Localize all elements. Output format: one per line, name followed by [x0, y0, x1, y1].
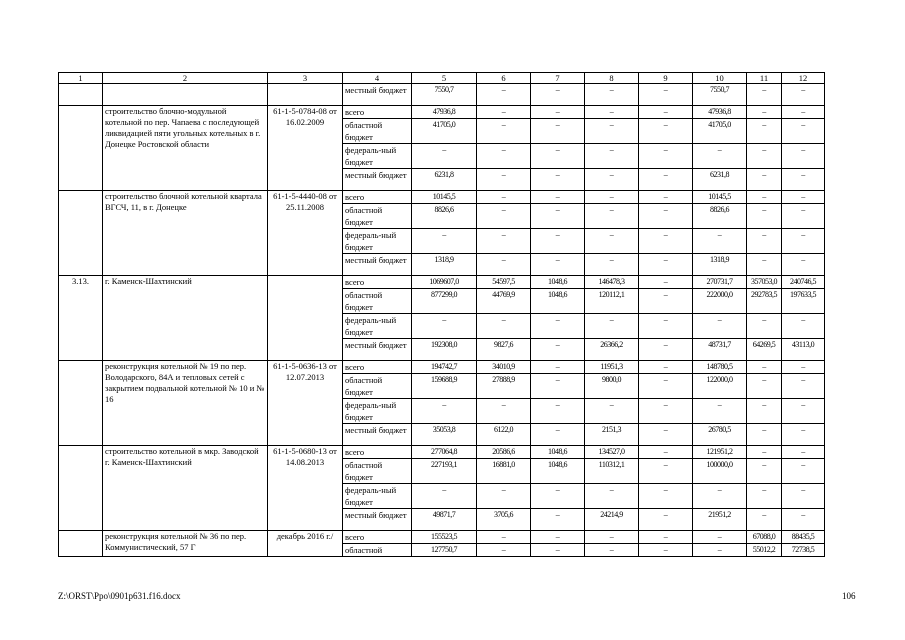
value-cell: – — [782, 424, 825, 446]
funding-source-cell: местный бюджет — [343, 339, 412, 361]
value-cell: – — [639, 339, 693, 361]
value-cell: 192308,0 — [412, 339, 477, 361]
value-cell: – — [693, 144, 747, 169]
value-cell: 148780,5 — [693, 361, 747, 374]
value-cell: – — [747, 314, 782, 339]
value-cell: – — [412, 144, 477, 169]
value-cell: – — [639, 446, 693, 459]
value-cell: 1318,9 — [412, 254, 477, 276]
value-cell: – — [639, 191, 693, 204]
value-cell: 3705,6 — [477, 509, 531, 531]
funding-source-cell: всего — [343, 276, 412, 289]
project-doc-cell — [268, 276, 343, 361]
value-cell: 127750,7 — [412, 544, 477, 557]
funding-source-cell: местный бюджет — [343, 254, 412, 276]
project-doc-cell: 61-1-5-0680-13 от 14.08.2013 — [268, 446, 343, 531]
value-cell: – — [639, 314, 693, 339]
value-cell: 240746,5 — [782, 276, 825, 289]
funding-source-cell: федераль-ный бюджет — [343, 314, 412, 339]
value-cell: – — [782, 191, 825, 204]
object-name-cell: строительство блочно-модульной котельной по пер. Чапаева с последующей ликвидацией пяти угольных котельных в г. Донецке Ростовской области — [103, 106, 268, 191]
value-cell: – — [477, 144, 531, 169]
value-cell: 6122,0 — [477, 424, 531, 446]
value-cell: – — [531, 106, 585, 119]
value-cell: – — [477, 484, 531, 509]
value-cell: – — [477, 254, 531, 276]
value-cell: – — [782, 84, 825, 106]
header-col-6: 6 — [477, 73, 531, 84]
row-number-cell — [59, 106, 103, 191]
value-cell: 48731,7 — [693, 339, 747, 361]
value-cell: 88435,5 — [782, 531, 825, 544]
value-cell: – — [585, 484, 639, 509]
value-cell: 100000,0 — [693, 459, 747, 484]
value-cell: 8826,6 — [693, 204, 747, 229]
value-cell: – — [531, 484, 585, 509]
value-cell: 110312,1 — [585, 459, 639, 484]
object-name-cell: г. Каменск-Шахтинский — [103, 276, 268, 361]
funding-source-cell: всего — [343, 106, 412, 119]
value-cell: 1048,6 — [531, 289, 585, 314]
value-cell: 222000,0 — [693, 289, 747, 314]
value-cell: – — [585, 544, 639, 557]
row-number-cell — [59, 531, 103, 557]
table-row — [59, 446, 825, 459]
value-cell: 1048,6 — [531, 459, 585, 484]
value-cell: 122000,0 — [693, 374, 747, 399]
value-cell: – — [585, 229, 639, 254]
value-cell: 24214,9 — [585, 509, 639, 531]
value-cell: – — [531, 509, 585, 531]
value-cell: 7550,7 — [693, 84, 747, 106]
table-body — [59, 84, 825, 557]
row-number-cell: 3.13. — [59, 276, 103, 361]
value-cell: – — [585, 531, 639, 544]
value-cell: 44769,9 — [477, 289, 531, 314]
value-cell: – — [747, 106, 782, 119]
value-cell: – — [531, 144, 585, 169]
value-cell: 1048,6 — [531, 446, 585, 459]
funding-source-cell: федераль-ный бюджет — [343, 229, 412, 254]
value-cell: 197633,5 — [782, 289, 825, 314]
value-cell: – — [477, 399, 531, 424]
row-number-cell — [59, 361, 103, 446]
project-doc-cell: 61-1-5-0784-08 от 16.02.2009 — [268, 106, 343, 191]
value-cell: 16881,0 — [477, 459, 531, 484]
value-cell: – — [639, 509, 693, 531]
value-cell: 11951,3 — [585, 361, 639, 374]
funding-source-cell: областной бюджет — [343, 204, 412, 229]
value-cell: – — [639, 289, 693, 314]
project-doc-cell: 61-1-5-0636-13 от 12.07.2013 — [268, 361, 343, 446]
row-number-cell — [59, 446, 103, 531]
value-cell: – — [585, 144, 639, 169]
value-cell: – — [747, 399, 782, 424]
value-cell: – — [531, 399, 585, 424]
value-cell: – — [585, 191, 639, 204]
value-cell: – — [747, 204, 782, 229]
value-cell: – — [782, 119, 825, 144]
value-cell: – — [693, 531, 747, 544]
value-cell: – — [782, 106, 825, 119]
value-cell: 277064,8 — [412, 446, 477, 459]
funding-source-cell: местный бюджет — [343, 84, 412, 106]
value-cell: 6231,8 — [412, 169, 477, 191]
value-cell: – — [477, 191, 531, 204]
value-cell: – — [747, 484, 782, 509]
funding-source-cell: местный бюджет — [343, 169, 412, 191]
value-cell: 27888,9 — [477, 374, 531, 399]
value-cell: – — [693, 229, 747, 254]
value-cell: 9800,0 — [585, 374, 639, 399]
table-row — [59, 361, 825, 374]
value-cell: – — [477, 531, 531, 544]
value-cell: – — [585, 169, 639, 191]
value-cell: 1318,9 — [693, 254, 747, 276]
value-cell: 21951,2 — [693, 509, 747, 531]
value-cell: 10145,5 — [412, 191, 477, 204]
value-cell: 120112,1 — [585, 289, 639, 314]
table-row — [59, 84, 825, 106]
value-cell: 49871,7 — [412, 509, 477, 531]
value-cell: – — [531, 544, 585, 557]
value-cell: – — [477, 314, 531, 339]
value-cell: – — [639, 361, 693, 374]
value-cell: 7550,7 — [412, 84, 477, 106]
value-cell: – — [477, 119, 531, 144]
value-cell: – — [585, 399, 639, 424]
table-row — [59, 191, 825, 204]
value-cell: – — [639, 484, 693, 509]
value-cell: 43113,0 — [782, 339, 825, 361]
value-cell: – — [639, 254, 693, 276]
object-name-cell: реконструкция котельной № 19 по пер. Володарского, 84А и тепловых сетей с закрытием подвальной котельной № 10 и № 16 — [103, 361, 268, 446]
value-cell: – — [747, 374, 782, 399]
value-cell: – — [782, 509, 825, 531]
value-cell: – — [477, 106, 531, 119]
object-name-cell: реконструкция котельной № 36 по пер. Коммунистический, 57 Г — [103, 531, 268, 557]
object-name-cell: строительство блочной котельной квартала ВГСЧ, 11, в г. Донецке — [103, 191, 268, 276]
value-cell: 26366,2 — [585, 339, 639, 361]
value-cell: – — [639, 229, 693, 254]
budget-table — [58, 72, 825, 557]
value-cell: – — [585, 254, 639, 276]
value-cell: 54597,5 — [477, 276, 531, 289]
value-cell: 1069607,0 — [412, 276, 477, 289]
value-cell: – — [585, 84, 639, 106]
table-row — [59, 276, 825, 289]
value-cell: – — [782, 144, 825, 169]
value-cell: 72738,5 — [782, 544, 825, 557]
value-cell: – — [531, 531, 585, 544]
document-path: Z:\ORST\Ppo\0901p631.f16.docx — [58, 591, 181, 601]
value-cell: – — [585, 119, 639, 144]
value-cell: – — [747, 424, 782, 446]
value-cell: – — [782, 204, 825, 229]
value-cell: – — [782, 446, 825, 459]
funding-source-cell: областной бюджет — [343, 459, 412, 484]
value-cell: – — [639, 544, 693, 557]
value-cell: – — [585, 314, 639, 339]
value-cell: 41705,0 — [412, 119, 477, 144]
value-cell: – — [639, 276, 693, 289]
value-cell: 121951,2 — [693, 446, 747, 459]
value-cell: – — [747, 509, 782, 531]
value-cell: – — [782, 314, 825, 339]
value-cell: 20586,6 — [477, 446, 531, 459]
value-cell: – — [412, 229, 477, 254]
header-col-10: 10 — [693, 73, 747, 84]
value-cell: – — [639, 374, 693, 399]
value-cell: – — [747, 119, 782, 144]
value-cell: – — [782, 229, 825, 254]
value-cell: – — [531, 314, 585, 339]
value-cell: 35053,8 — [412, 424, 477, 446]
value-cell: – — [782, 374, 825, 399]
value-cell: 159688,9 — [412, 374, 477, 399]
value-cell: – — [585, 106, 639, 119]
value-cell: 357053,0 — [747, 276, 782, 289]
value-cell: 9827,6 — [477, 339, 531, 361]
value-cell: 2151,3 — [585, 424, 639, 446]
table-row — [59, 106, 825, 119]
value-cell: – — [782, 169, 825, 191]
value-cell: 227193,1 — [412, 459, 477, 484]
funding-source-cell: областной бюджет — [343, 374, 412, 399]
value-cell: 47936,8 — [693, 106, 747, 119]
header-col-5: 5 — [412, 73, 477, 84]
value-cell: – — [639, 459, 693, 484]
funding-source-cell: федераль-ный бюджет — [343, 484, 412, 509]
value-cell: – — [531, 191, 585, 204]
project-doc-cell: декабрь 2016 г./ — [268, 531, 343, 557]
value-cell: 26780,5 — [693, 424, 747, 446]
funding-source-cell: местный бюджет — [343, 509, 412, 531]
value-cell: – — [639, 144, 693, 169]
value-cell: – — [639, 119, 693, 144]
value-cell: 194742,7 — [412, 361, 477, 374]
value-cell: – — [747, 191, 782, 204]
funding-source-cell: областной — [343, 544, 412, 557]
value-cell: – — [531, 169, 585, 191]
value-cell: 155523,5 — [412, 531, 477, 544]
value-cell: 292783,5 — [747, 289, 782, 314]
value-cell: – — [639, 424, 693, 446]
funding-source-cell: всего — [343, 361, 412, 374]
value-cell: 64269,5 — [747, 339, 782, 361]
value-cell: – — [693, 399, 747, 424]
funding-source-cell: областной бюджет — [343, 119, 412, 144]
header-col-4: 4 — [343, 73, 412, 84]
value-cell: – — [782, 459, 825, 484]
value-cell: – — [477, 229, 531, 254]
value-cell: – — [412, 484, 477, 509]
value-cell: 67088,0 — [747, 531, 782, 544]
funding-source-cell: федераль-ный бюджет — [343, 144, 412, 169]
value-cell: 55012,2 — [747, 544, 782, 557]
value-cell: – — [531, 84, 585, 106]
value-cell: – — [531, 361, 585, 374]
value-cell: 877299,0 — [412, 289, 477, 314]
value-cell: – — [747, 361, 782, 374]
value-cell: – — [477, 84, 531, 106]
value-cell: – — [639, 204, 693, 229]
value-cell: – — [747, 254, 782, 276]
funding-source-cell: всего — [343, 531, 412, 544]
row-number-cell — [59, 84, 103, 106]
table-row — [59, 531, 825, 544]
value-cell: – — [412, 314, 477, 339]
value-cell: – — [782, 399, 825, 424]
value-cell: – — [747, 446, 782, 459]
value-cell: – — [639, 169, 693, 191]
header-col-9: 9 — [639, 73, 693, 84]
funding-source-cell: всего — [343, 191, 412, 204]
value-cell: – — [477, 169, 531, 191]
value-cell: – — [639, 531, 693, 544]
value-cell: 6231,8 — [693, 169, 747, 191]
value-cell: – — [531, 254, 585, 276]
object-name-cell — [103, 84, 268, 106]
value-cell: – — [639, 84, 693, 106]
value-cell: 134527,0 — [585, 446, 639, 459]
value-cell: – — [531, 424, 585, 446]
project-doc-cell — [268, 84, 343, 106]
value-cell: – — [531, 374, 585, 399]
header-col-1: 1 — [59, 73, 103, 84]
value-cell: – — [531, 229, 585, 254]
value-cell: – — [531, 339, 585, 361]
value-cell: – — [585, 204, 639, 229]
object-name-cell: строительство котельной в мкр. Заводской г. Каменск-Шахтинский — [103, 446, 268, 531]
value-cell: – — [747, 144, 782, 169]
value-cell: – — [747, 84, 782, 106]
value-cell: – — [747, 169, 782, 191]
row-number-cell — [59, 191, 103, 276]
value-cell: – — [639, 399, 693, 424]
value-cell: 8826,6 — [412, 204, 477, 229]
value-cell: 34010,9 — [477, 361, 531, 374]
value-cell: – — [693, 314, 747, 339]
funding-source-cell: областной бюджет — [343, 289, 412, 314]
funding-source-cell: местный бюджет — [343, 424, 412, 446]
value-cell: – — [693, 544, 747, 557]
value-cell: – — [782, 254, 825, 276]
value-cell: – — [477, 544, 531, 557]
value-cell: – — [412, 399, 477, 424]
value-cell: 10145,5 — [693, 191, 747, 204]
header-col-2: 2 — [103, 73, 268, 84]
value-cell: – — [531, 204, 585, 229]
value-cell: – — [747, 459, 782, 484]
header-col-3: 3 — [268, 73, 343, 84]
value-cell: 41705,0 — [693, 119, 747, 144]
project-doc-cell: 61-1-5-4440-08 от 25.11.2008 — [268, 191, 343, 276]
header-col-12: 12 — [782, 73, 825, 84]
value-cell: – — [639, 106, 693, 119]
value-cell: 1048,6 — [531, 276, 585, 289]
value-cell: – — [531, 119, 585, 144]
header-col-8: 8 — [585, 73, 639, 84]
page-number: 106 — [842, 591, 856, 601]
value-cell: – — [782, 361, 825, 374]
value-cell: – — [782, 484, 825, 509]
funding-source-cell: федераль-ный бюджет — [343, 399, 412, 424]
value-cell: 47936,8 — [412, 106, 477, 119]
header-col-7: 7 — [531, 73, 585, 84]
value-cell: 146478,3 — [585, 276, 639, 289]
header-row — [59, 73, 825, 84]
value-cell: – — [477, 204, 531, 229]
value-cell: – — [693, 484, 747, 509]
value-cell: – — [747, 229, 782, 254]
value-cell: 270731,7 — [693, 276, 747, 289]
header-col-11: 11 — [747, 73, 782, 84]
funding-source-cell: всего — [343, 446, 412, 459]
